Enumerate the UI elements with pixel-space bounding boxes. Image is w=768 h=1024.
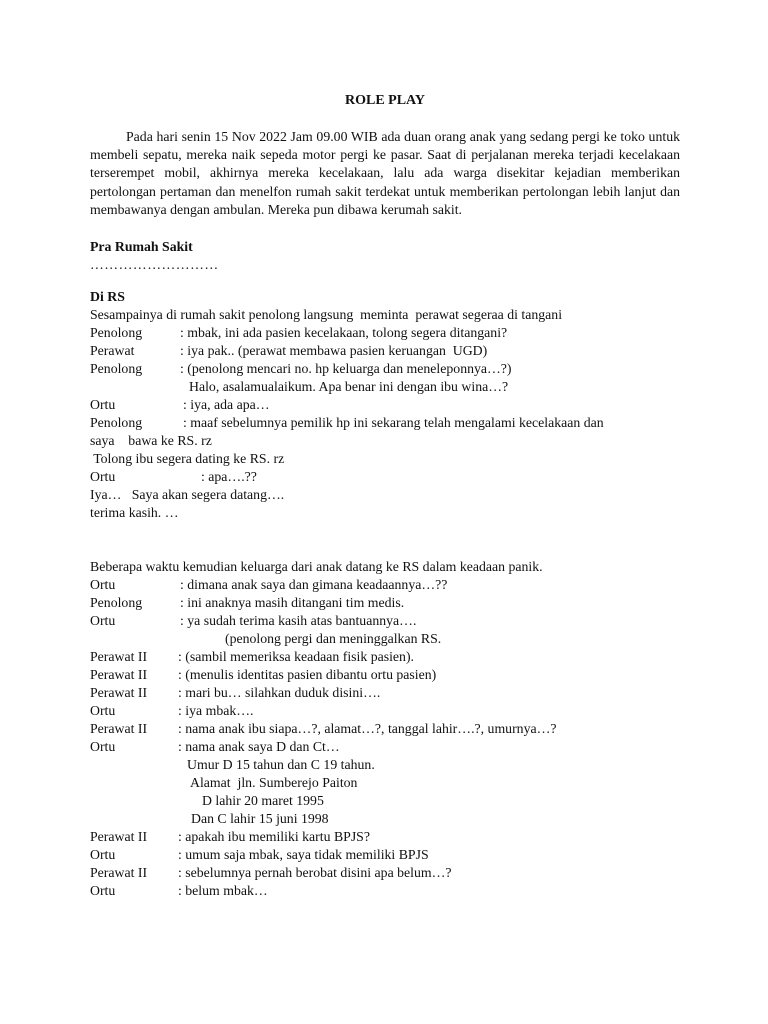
dialogue-text: : nama anak ibu siapa…?, alamat…?, tanggal lahir….?, umurnya…? — [178, 721, 557, 737]
speaker: Perawat II — [90, 649, 148, 665]
speaker: Penolong — [90, 595, 143, 611]
dialogue-line — [90, 864, 680, 882]
section-heading-pra-rumah-sakit: Pra Rumah Sakit — [90, 239, 193, 255]
speaker: Ortu — [90, 883, 116, 899]
speaker: Ortu — [90, 397, 116, 413]
dialogue-continuation — [90, 756, 680, 774]
dialogue-continuation — [90, 792, 680, 810]
speaker: Perawat II — [90, 865, 148, 881]
dialogue-line — [90, 738, 680, 756]
dialogue-line — [90, 414, 680, 432]
dialogue-line — [90, 360, 680, 378]
dialogue-text: : iya pak.. (perawat membawa pasien keruangan UGD) — [180, 343, 488, 359]
dialogue-text: : apakah ibu memiliki kartu BPJS? — [178, 829, 370, 845]
speaker: Perawat II — [90, 685, 148, 701]
speaker: Ortu — [90, 847, 116, 863]
dialogue-line — [90, 396, 680, 414]
dialogue-text: : nama anak saya D dan Ct… — [178, 739, 340, 755]
speaker: Perawat — [90, 343, 135, 359]
dialogue-continuation: terima kasih. … — [90, 505, 179, 521]
dialogue-line — [90, 666, 680, 684]
dialogue-text: Dan C lahir 15 juni 1998 — [191, 811, 329, 827]
dialogue-line — [90, 324, 680, 342]
dialogue-text: : iya mbak…. — [178, 703, 254, 719]
section-intro: Beberapa waktu kemudian keluarga dari anak datang ke RS dalam keadaan panik. — [90, 559, 543, 575]
dialogue-continuation — [90, 810, 680, 828]
dialogue-text: : mbak, ini ada pasien kecelakaan, tolong segera ditangani? — [180, 325, 508, 341]
dialogue-text: : mari bu… silahkan duduk disini…. — [178, 685, 381, 701]
dialogue-line — [90, 684, 680, 702]
dialogue-continuation — [90, 378, 680, 396]
dialogue-text: : (penolong mencari no. hp keluarga dan meneleponnya…?) — [180, 361, 512, 377]
dialogue-text: : apa….?? — [201, 469, 257, 485]
speaker: Ortu — [90, 577, 116, 593]
dialogue-line — [90, 882, 680, 900]
speaker: Perawat II — [90, 721, 148, 737]
dialogue-line — [90, 594, 680, 612]
section-heading-di-rs: Di RS — [90, 289, 125, 305]
dialogue-text: : ini anaknya masih ditangani tim medis. — [180, 595, 405, 611]
speaker: Ortu — [90, 469, 116, 485]
dialogue-text: D lahir 20 maret 1995 — [202, 793, 324, 809]
dialogue-continuation: Iya… Saya akan segera datang…. — [90, 487, 285, 503]
placeholder-dots: ……………………… — [90, 257, 219, 273]
dialogue-line — [90, 648, 680, 666]
dialogue-text: : umum saja mbak, saya tidak memiliki BPJS — [178, 847, 429, 863]
dialogue-text: : (menulis identitas pasien dibantu ortu pasien) — [178, 667, 437, 683]
dialogue-line — [90, 702, 680, 720]
dialogue-line — [90, 342, 680, 360]
dialogue-text: : iya, ada apa… — [183, 397, 270, 413]
speaker: Ortu — [90, 613, 116, 629]
speaker: Perawat II — [90, 829, 148, 845]
dialogue-line — [90, 576, 680, 594]
speaker: Penolong — [90, 325, 143, 341]
dialogue-continuation: Tolong ibu segera dating ke RS. rz — [90, 451, 285, 467]
dialogue-text: : dimana anak saya dan gimana keadaannya…?? — [180, 577, 448, 593]
dialogue-continuation: saya bawa ke RS. rz — [90, 433, 212, 449]
speaker: Ortu — [90, 739, 116, 755]
dialogue-text: : belum mbak… — [178, 883, 268, 899]
dialogue-text: : (sambil memeriksa keadaan fisik pasien). — [178, 649, 415, 665]
dialogue-line — [90, 612, 680, 630]
speaker: Perawat II — [90, 667, 148, 683]
dialogue-line — [90, 828, 680, 846]
document-title: ROLE PLAY — [344, 93, 425, 108]
intro-paragraph: Pada hari senin 15 Nov 2022 Jam 09.00 WIB ada duan orang anak yang sedang pergi ke toko untuk membeli sepatu, mereka naik sepeda motor pergi ke pasar. Saat di perjalanan mereka terjadi kecelakaan terserempet mobil, akhirnya mereka kecelakaan, lalu ada warga disekitar kejadian memberikan pertolongan pertaman dan menelfon rumah sakit terdekat untuk memberikan pertolongan lebih lanjut dan membawanya dengan ambulan. Mereka pun dibawa kerumah sakit. — [90, 129, 680, 217]
dialogue-text: : ya sudah terima kasih atas bantuannya…. — [180, 613, 417, 629]
document-page — [90, 92, 680, 900]
dialogue-continuation — [90, 630, 680, 648]
dialogue-text: Halo, asalamualaikum. Apa benar ini dengan ibu wina…? — [189, 379, 509, 395]
dialogue-text: (penolong pergi dan meninggalkan RS. — [225, 631, 442, 647]
dialogue-line — [90, 846, 680, 864]
dialogue-line — [90, 720, 680, 738]
dialogue-text: : maaf sebelumnya pemilik hp ini sekarang telah mengalami kecelakaan dan — [183, 415, 604, 431]
dialogue-text: Alamat jln. Sumberejo Paiton — [190, 775, 358, 791]
dialogue-text: : sebelumnya pernah berobat disini apa belum…? — [178, 865, 452, 881]
speaker: Ortu — [90, 703, 116, 719]
dialogue-line — [90, 468, 680, 486]
dialogue-text: Umur D 15 tahun dan C 19 tahun. — [187, 757, 375, 773]
dialogue-continuation — [90, 774, 680, 792]
section-intro: Sesampainya di rumah sakit penolong langsung meminta perawat segeraa di tangani — [90, 307, 563, 323]
speaker: Penolong — [90, 415, 143, 431]
speaker: Penolong — [90, 361, 143, 377]
